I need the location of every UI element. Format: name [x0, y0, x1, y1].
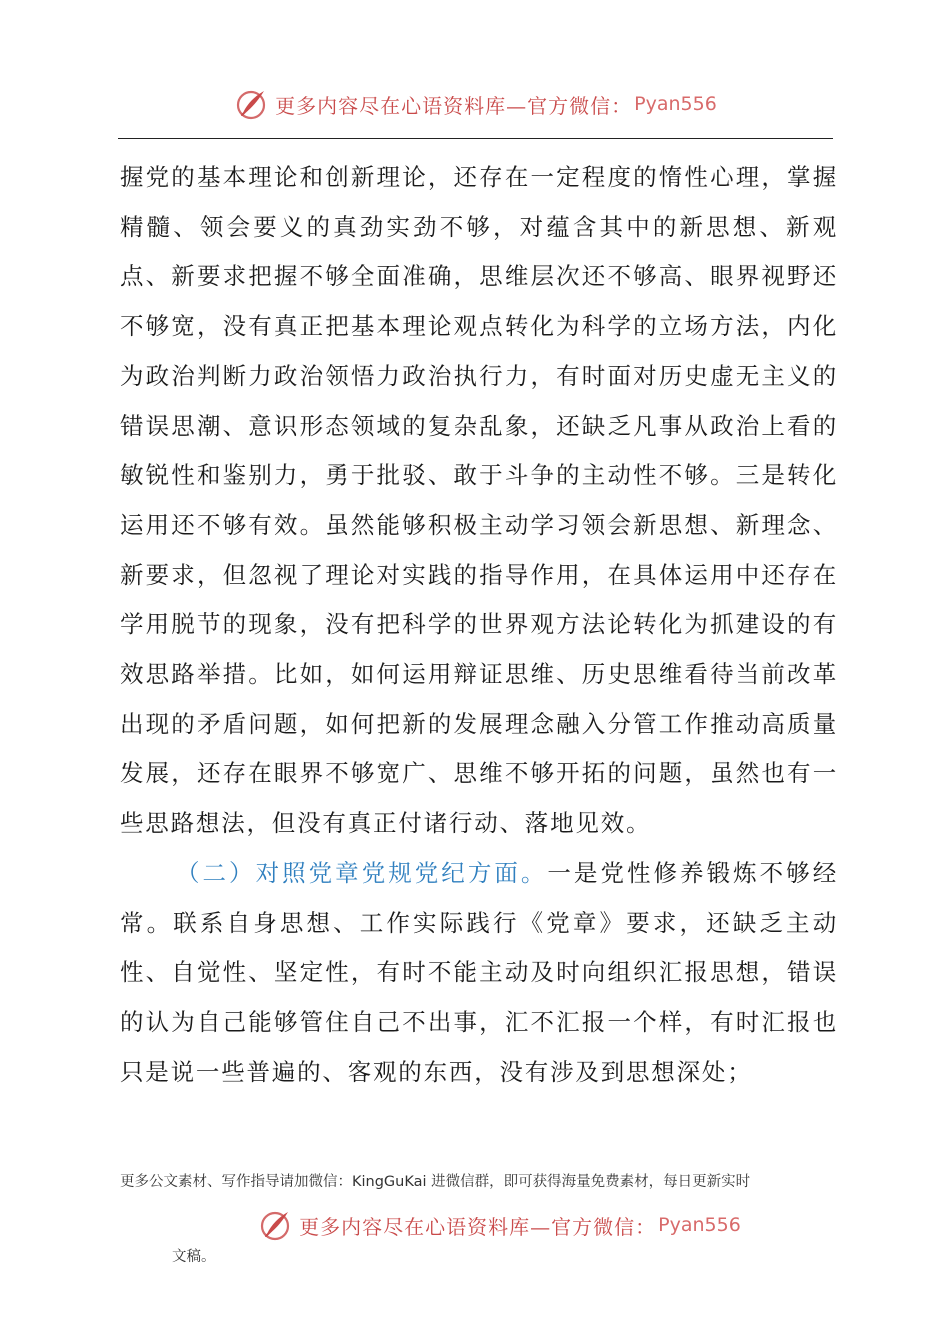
- banner-text: 更多内容尽在心语资料库—官方微信：: [275, 93, 633, 118]
- footer-note-end: 文稿。: [172, 1249, 216, 1265]
- footer-watermark-banner: [0, 1205, 950, 1245]
- section-heading: （二）对照党章党规党纪方面。: [176, 858, 548, 887]
- document-body: [120, 153, 838, 1097]
- header-divider: [118, 138, 833, 139]
- feather-pen-logo-icon: [257, 1207, 293, 1243]
- footer-banner-wechat-id: Pyan556: [658, 1214, 741, 1236]
- footer-banner-text: 更多内容尽在心语资料库—官方微信：: [299, 1214, 657, 1239]
- banner-wechat-id: Pyan556: [634, 93, 717, 115]
- paragraph-section-two: [120, 849, 838, 1098]
- footer-note: 更多公文素材、写作指导请加微信：KingGuKai 进微信群，即可获得海量免费素材，每日更新实时: [120, 1174, 751, 1190]
- header-watermark-banner: [0, 84, 950, 124]
- paragraph-continuation: 握党的基本理论和创新理论，还存在一定程度的惰性心理，掌握精髓、领会要义的真劲实劲不够，对蕴含其中的新思想、新观点、新要求把握不够全面准确，思维层次还不够高、眼界视野还不够宽，没有真正把基本理论观点转化为科学的立场方法，内化为政治判断力政治领悟力政治执行力，有时面对历史虚无主义的错误思潮、意识形态领域的复杂乱象，还缺乏凡事从政治上看的敏锐性和鉴别力，勇于批驳、敢于斗争的主动性不够。三是转化运用还不够有效。虽然能够积极主动学习领会新思想、新理念、新要求，但忽视了理论对实践的指导作用，在具体运用中还存在学用脱节的现象，没有把科学的世界观方法论转化为抓建设的有效思路举措。比如，如何运用辩证思维、历史思维看待当前改革出现的矛盾问题，如何把新的发展理念融入分管工作推动高质量发展，还存在眼界不够宽广、思维不够开拓的问题，虽然也有一些思路想法，但没有真正付诸行动、落地见效。: [120, 163, 838, 838]
- section-text: 一是党性修养锻炼不够经常。联系自身思想、工作实际践行《党章》要求，还缺乏主动性、自觉性、坚定性，有时不能主动及时向组织汇报思想，错误的认为自己能够管住自己不出事，汇不汇报一个样，有时汇报也只是说一些普遍的、客观的东西，没有涉及到思想深处；: [120, 858, 838, 1086]
- feather-pen-logo-icon: [233, 86, 269, 122]
